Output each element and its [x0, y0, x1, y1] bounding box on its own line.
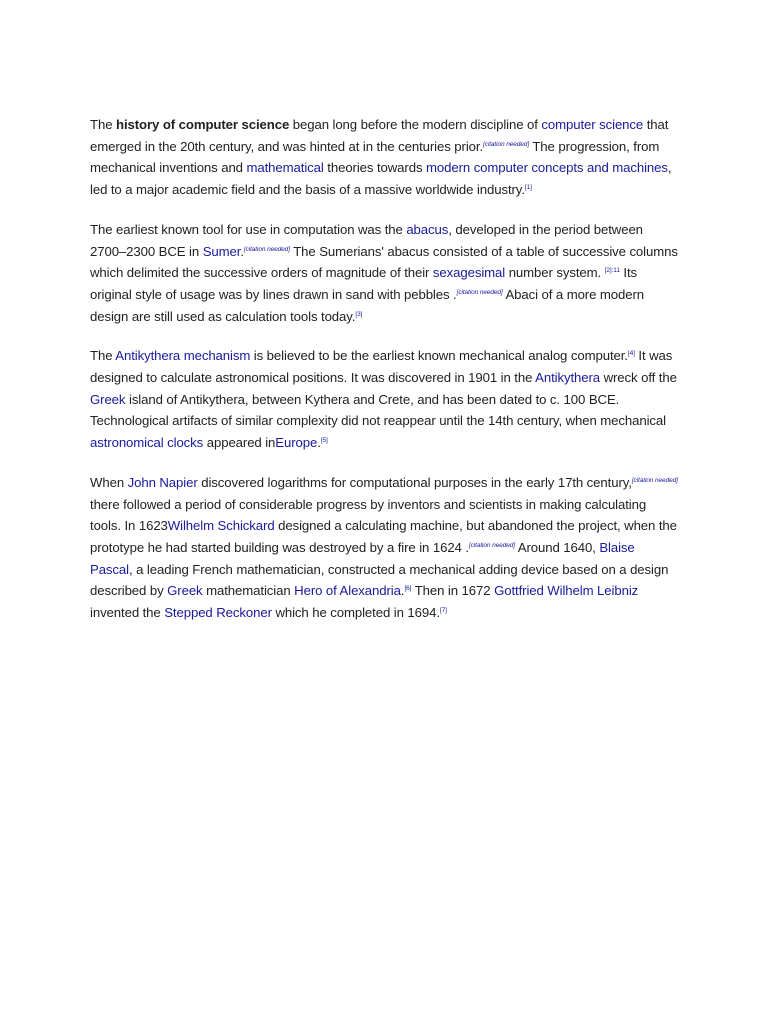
body-text: When [90, 474, 128, 490]
body-text: , led to a major academic field and the basis of a massive worldwide industry. [90, 160, 672, 198]
body-text: It was designed to calculate astronomical positions. It was discovered in 1901 in the [90, 348, 673, 386]
reference-link[interactable]: [3] [355, 310, 363, 318]
body-text: The [90, 117, 116, 132]
wiki-link[interactable]: modern computer concepts and machines [426, 160, 668, 176]
paragraph-antikythera [90, 345, 680, 454]
body-text: Abaci of a more modern design are still used as calculation tools today. [90, 286, 645, 324]
body-text: theories towards [323, 160, 427, 176]
wiki-link[interactable]: Antikythera mechanism [115, 348, 251, 364]
citation-needed-link[interactable]: [citation needed] [483, 140, 530, 148]
body-text: appeared in [203, 435, 276, 451]
wiki-link[interactable]: Wilhelm Schickard [167, 518, 275, 534]
body-text: is believed to be the earliest known mechanical analog computer. [250, 348, 628, 364]
citation-needed-link[interactable]: [citation needed] [468, 541, 515, 549]
wiki-link[interactable]: John Napier [127, 474, 198, 490]
citation-needed-link[interactable]: [citation needed] [456, 288, 503, 296]
wiki-link[interactable]: Europe [275, 435, 318, 451]
body-text: wreck off the [600, 370, 677, 386]
article-subject-bold: history of computer science [116, 117, 290, 132]
wiki-link[interactable]: Stepped Reckoner [164, 605, 272, 621]
wiki-link[interactable]: Hero of Alexandria [294, 583, 401, 599]
paragraph-abacus [90, 219, 680, 328]
citation-needed-link[interactable]: [citation needed] [631, 476, 678, 484]
wiki-link[interactable]: Sumer [202, 243, 241, 259]
body-text: The earliest known tool for use in computation was the [90, 221, 407, 237]
wiki-link[interactable]: Greek [90, 391, 126, 407]
reference-link[interactable]: [6] [404, 585, 412, 593]
body-text: began long before the modern discipline of [289, 117, 542, 132]
reference-link[interactable]: [4] [627, 350, 635, 358]
body-text: The Sumerians' abacus consisted of a table of successive columns which delimited the successive orders of magnitude of their [90, 243, 678, 281]
body-text: The [90, 348, 116, 364]
body-text: number system. [505, 265, 605, 281]
body-text: island of Antikythera, between Kythera and Crete, and has been dated to c. 100 BCE. Technological artifacts of similar complexity did not reappear until the 14th century, when mechanical [90, 391, 666, 429]
body-text: mathematician [202, 583, 295, 599]
article-body [90, 114, 680, 642]
reference-link[interactable]: [1] [524, 184, 532, 192]
body-text: designed a calculating machine, but abandoned the project, when the prototype he had started building was destroyed by a fire in 1624 . [90, 518, 677, 555]
wiki-link[interactable]: computer science [541, 117, 644, 132]
wiki-link[interactable]: astronomical clocks [90, 435, 204, 451]
body-text: that emerged in the 20th century, and was hinted at in the centuries prior. [90, 117, 669, 154]
wiki-link[interactable]: Antikythera [535, 370, 601, 386]
body-text: Around 1640, [514, 539, 600, 555]
body-text: , developed in the period between 2700–2300 BCE in [90, 221, 643, 259]
body-text: invented the [90, 605, 165, 621]
body-text: . [240, 243, 244, 259]
reference-link[interactable]: [7] [439, 607, 447, 615]
body-text: . [317, 435, 321, 451]
body-text: Then in 1672 [411, 583, 495, 599]
wiki-link[interactable]: mathematical [246, 160, 324, 176]
wiki-link[interactable]: Greek [167, 583, 203, 599]
body-text: there followed a period of considerable progress by inventors and scientists in making calculating tools. In 1623 [90, 496, 647, 534]
reference-link[interactable]: [2]:11 [604, 267, 620, 275]
body-text: which he completed in 1694. [271, 605, 440, 621]
wiki-link[interactable]: sexagesimal [432, 265, 506, 281]
citation-needed-link[interactable]: [citation needed] [243, 245, 290, 253]
paragraph-intro [90, 114, 680, 201]
body-text: The progression, from mechanical inventions and [90, 138, 660, 176]
wiki-link[interactable]: abacus [406, 221, 449, 237]
paragraph-napier [90, 472, 680, 624]
body-text: Its original style of usage was by lines drawn in sand with pebbles . [90, 265, 638, 302]
body-text: . [400, 583, 405, 599]
body-text: discovered logarithms for computational purposes in the early 17th century, [197, 474, 632, 490]
body-text: , a leading French mathematician, constructed a mechanical adding device based on a design described by [90, 561, 669, 599]
wiki-link[interactable]: Gottfried Wilhelm Leibniz [494, 583, 639, 599]
wiki-link[interactable]: Blaise Pascal [90, 539, 635, 577]
reference-link[interactable]: [5] [320, 437, 328, 445]
